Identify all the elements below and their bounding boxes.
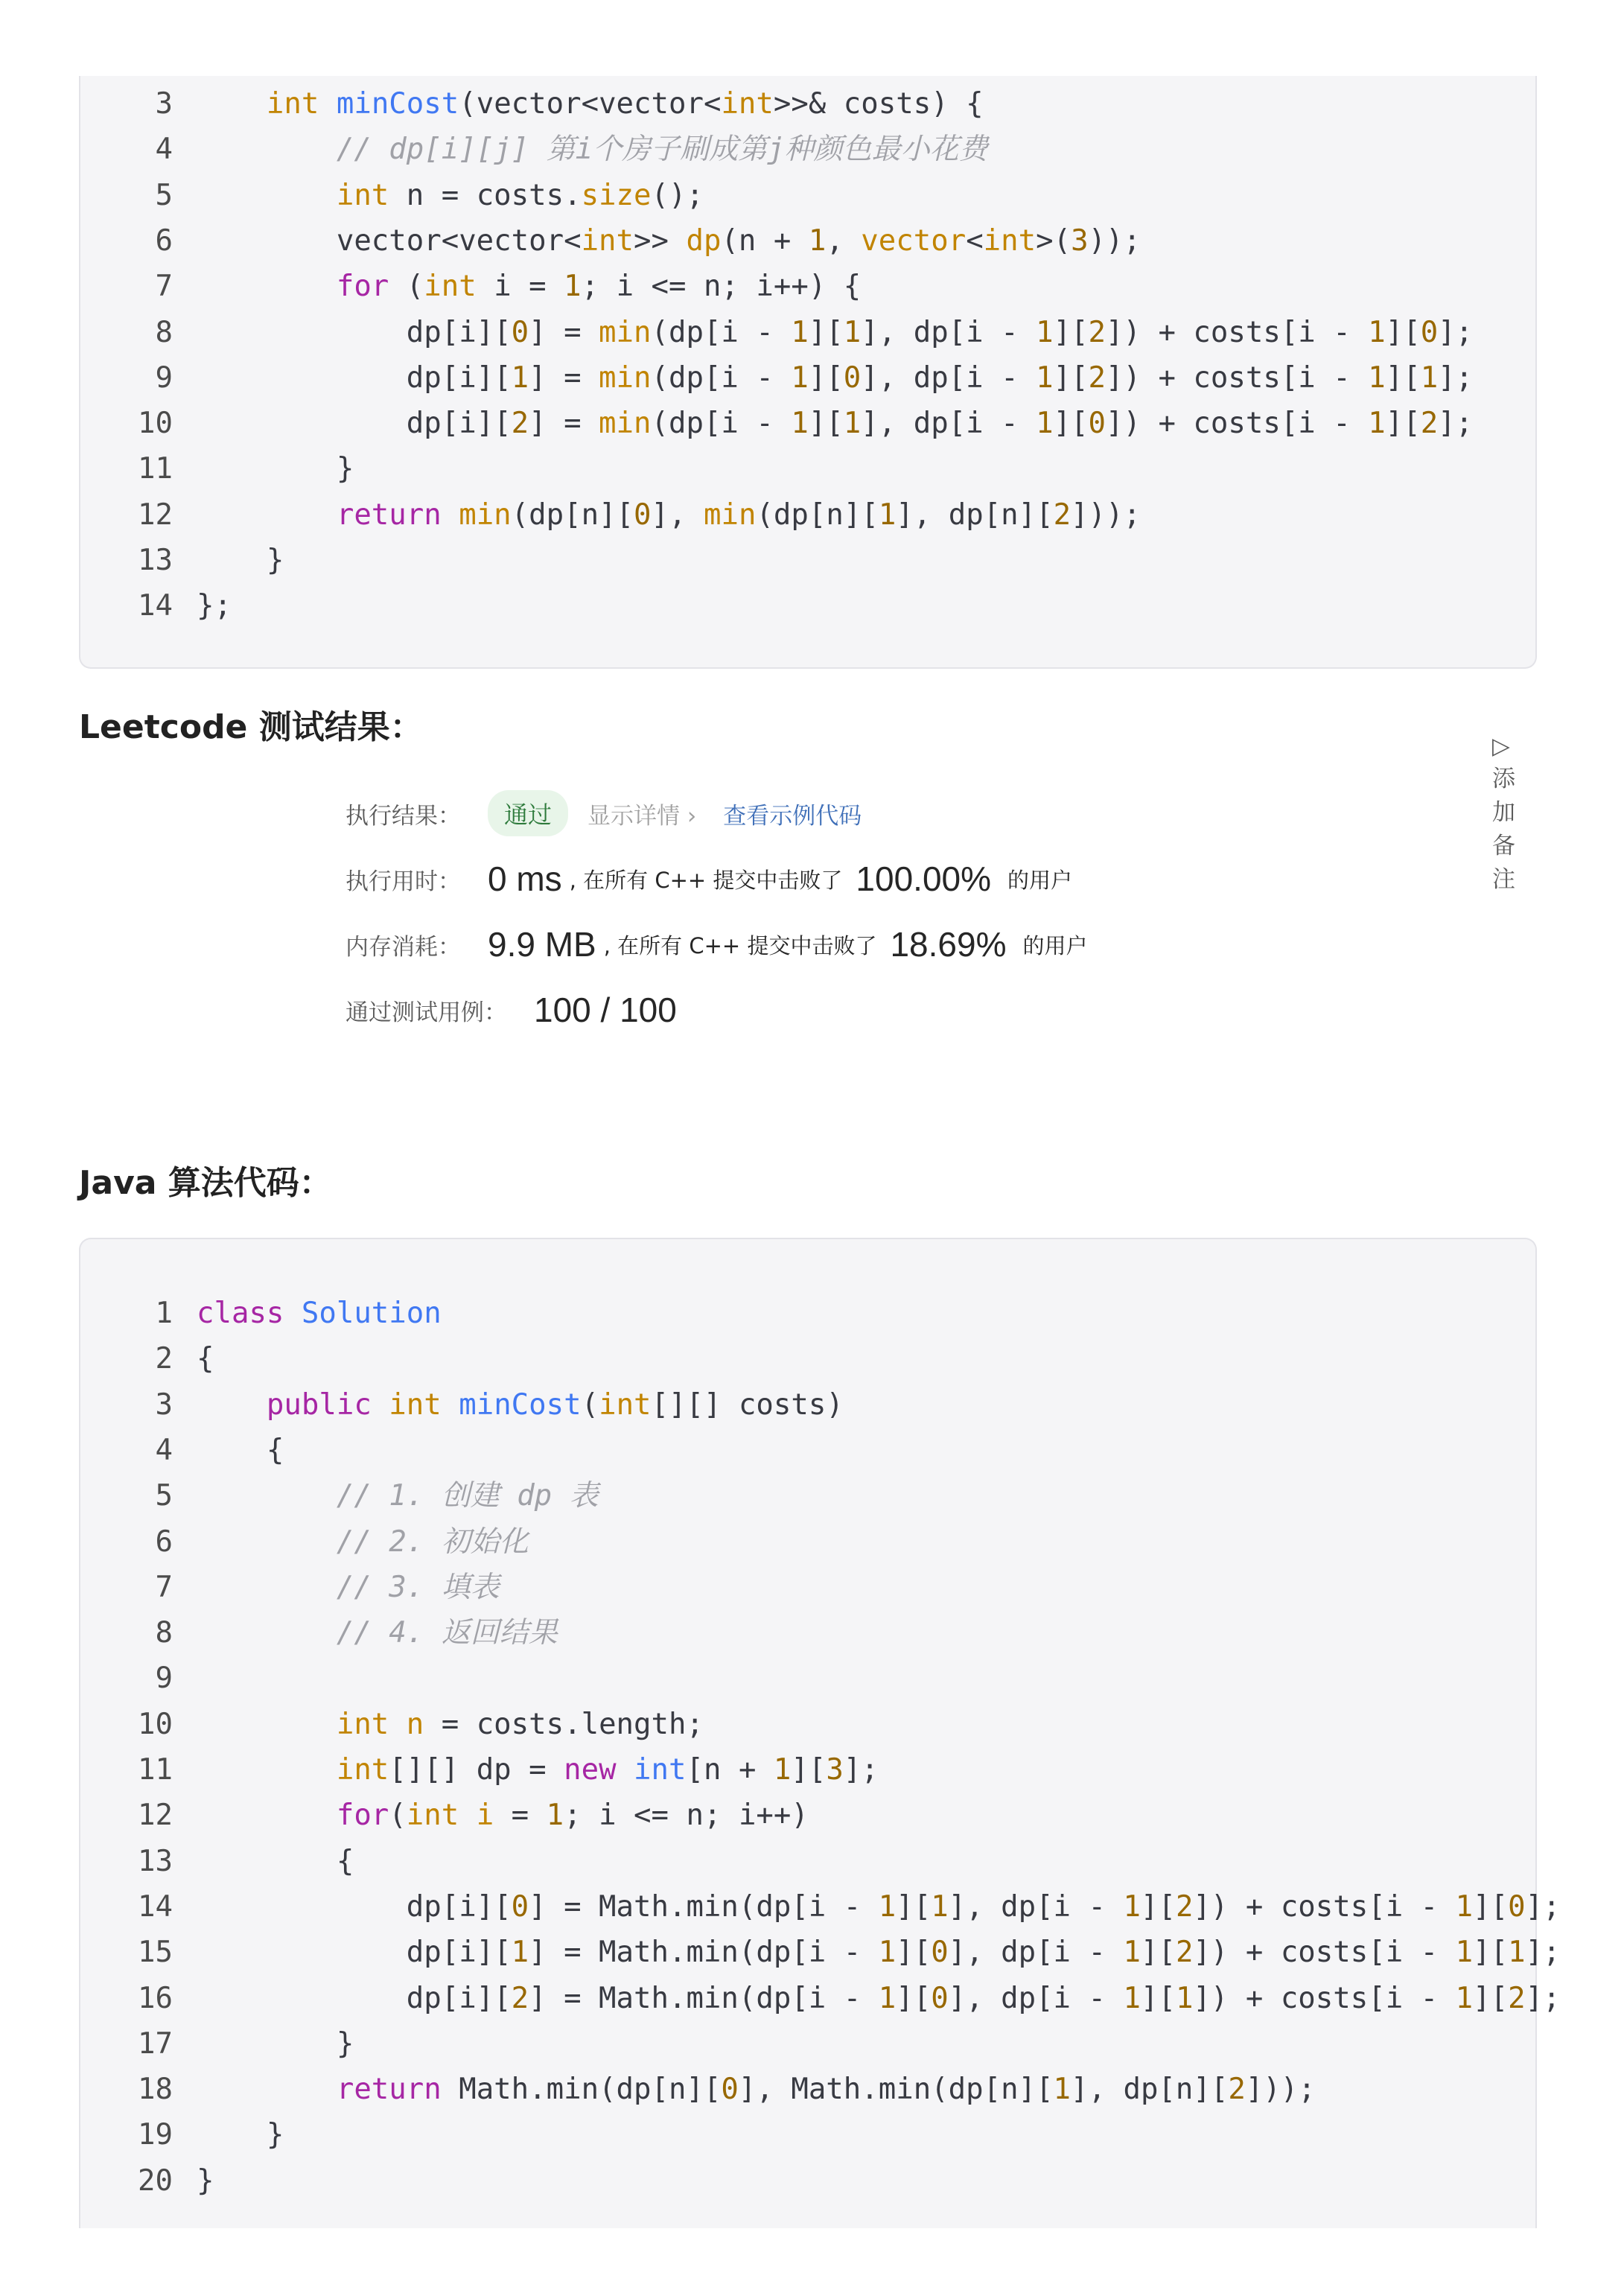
code-line bbox=[80, 1291, 442, 1336]
code-line bbox=[80, 538, 284, 583]
line-number: 10 bbox=[138, 1707, 173, 1741]
code-token bbox=[197, 270, 337, 303]
code-token: int bbox=[336, 178, 389, 212]
code-token: 0 bbox=[843, 360, 862, 395]
code-token: ], Math.min(dp[n][ bbox=[738, 2073, 1054, 2107]
java-code-block bbox=[79, 1238, 1561, 2228]
code-token: >> bbox=[634, 223, 687, 258]
code-token: ]; bbox=[1525, 1981, 1561, 2015]
code-token: ], dp[i - bbox=[948, 1889, 1124, 1924]
runtime-row bbox=[346, 849, 1072, 909]
line-number: 7 bbox=[155, 270, 173, 304]
line-number: 5 bbox=[155, 178, 173, 212]
code-token: ][ bbox=[808, 360, 844, 395]
code-token: Math.min(dp[n][ bbox=[441, 2073, 722, 2107]
runtime-value: 0 ms bbox=[488, 859, 562, 898]
code-token: } bbox=[197, 544, 284, 577]
code-line bbox=[80, 1565, 500, 1610]
code-token: 1 bbox=[1053, 2073, 1071, 2107]
line-number: 7 bbox=[155, 1570, 173, 1604]
code-token: ]) + costs[i - bbox=[1193, 1936, 1456, 1970]
code-token: dp[i][ bbox=[197, 1889, 512, 1924]
code-token bbox=[319, 87, 336, 121]
pass-badge: 通过 bbox=[488, 790, 568, 836]
code-token: 1 bbox=[1036, 407, 1054, 441]
code-token: ]; bbox=[1525, 1889, 1561, 1924]
code-line bbox=[80, 1977, 1561, 2021]
code-token: 3 bbox=[1071, 223, 1089, 258]
code-token bbox=[197, 498, 337, 532]
code-token: { bbox=[197, 1844, 354, 1878]
code-token: >>& costs) { bbox=[773, 87, 984, 121]
code-token: 1 bbox=[1123, 1889, 1141, 1924]
line-number: 12 bbox=[138, 1799, 173, 1833]
runtime-users-text: 的用户 bbox=[1007, 867, 1073, 893]
code-token: ]) + costs[i - bbox=[1106, 407, 1369, 441]
code-token: int bbox=[424, 270, 477, 304]
code-token: 1 bbox=[878, 1981, 897, 2015]
code-token: 2 bbox=[1088, 315, 1106, 349]
code-token: ; i <= n; i++) bbox=[564, 1799, 809, 1833]
code-line bbox=[80, 82, 984, 127]
line-number: 9 bbox=[155, 1661, 173, 1696]
code-token: ][ bbox=[1473, 1889, 1509, 1924]
code-token: int bbox=[721, 87, 774, 121]
code-token: minCost bbox=[336, 87, 459, 121]
code-token bbox=[197, 1388, 267, 1422]
code-token: dp[i][ bbox=[197, 1936, 512, 1970]
code-token: 1 bbox=[843, 407, 862, 441]
code-token: 0 bbox=[931, 1981, 949, 2015]
code-token: int bbox=[634, 1753, 687, 1787]
code-token: dp[i][ bbox=[197, 407, 512, 441]
line-number: 5 bbox=[155, 1479, 173, 1513]
code-token bbox=[197, 87, 267, 121]
runtime-label: 执行用时： bbox=[346, 868, 461, 895]
code-token: 1 bbox=[878, 497, 897, 532]
code-token: ], dp[i - bbox=[861, 407, 1037, 441]
code-token: 1 bbox=[878, 1936, 897, 1970]
line-number: 9 bbox=[155, 360, 173, 395]
code-token: n = costs. bbox=[389, 178, 582, 212]
code-token: ]) + costs[i - bbox=[1106, 315, 1369, 349]
code-token: ]) + costs[i - bbox=[1106, 360, 1369, 395]
code-token: ], dp[n][ bbox=[896, 497, 1054, 532]
line-number: 11 bbox=[138, 452, 173, 486]
code-token: [][] costs) bbox=[651, 1387, 844, 1422]
code-token: 1 bbox=[1036, 315, 1054, 349]
code-token bbox=[197, 1708, 337, 1741]
code-token: vector<vector< bbox=[197, 223, 582, 258]
code-token: min bbox=[703, 497, 757, 532]
code-token: (dp[i - bbox=[651, 407, 792, 441]
code-token: 1 bbox=[843, 315, 862, 349]
code-token: 1 bbox=[1175, 1981, 1194, 2015]
code-token bbox=[442, 498, 459, 532]
code-token: ]; bbox=[1438, 315, 1474, 349]
code-token: ][ bbox=[1385, 407, 1421, 441]
code-token: ][ bbox=[1385, 360, 1421, 395]
show-details-link[interactable]: 显示详情 › bbox=[587, 802, 697, 830]
code-token: ][ bbox=[1140, 1981, 1176, 2015]
code-token: ] = bbox=[529, 315, 599, 349]
code-token: ( bbox=[389, 270, 424, 304]
line-number: 10 bbox=[138, 407, 173, 441]
code-token: ]) + costs[i - bbox=[1193, 1889, 1456, 1924]
test-cases-value: 100 / 100 bbox=[534, 990, 677, 1029]
code-token bbox=[197, 1753, 337, 1787]
code-token: public bbox=[266, 1387, 372, 1422]
code-token: dp[i][ bbox=[197, 1981, 512, 2015]
code-token: int bbox=[389, 1387, 442, 1422]
code-token: ], dp[i - bbox=[861, 315, 1037, 349]
code-token: 1 bbox=[564, 270, 582, 304]
code-token: class bbox=[197, 1297, 284, 1330]
code-token: ][ bbox=[1473, 1981, 1509, 2015]
code-token bbox=[197, 179, 337, 212]
code-token: ][ bbox=[1140, 1889, 1176, 1924]
code-token: 1 bbox=[1368, 360, 1386, 395]
code-token bbox=[197, 1479, 337, 1513]
code-token: 2 bbox=[1175, 1889, 1194, 1924]
code-token: 2 bbox=[1228, 2073, 1246, 2107]
code-token: 0 bbox=[1420, 315, 1439, 349]
code-token: ; i <= n; i++) { bbox=[581, 270, 862, 304]
code-token: int bbox=[406, 1799, 459, 1833]
code-token: (); bbox=[651, 178, 704, 212]
code-token: ], bbox=[651, 497, 704, 532]
line-number: 1 bbox=[155, 1297, 173, 1330]
code-token: 1 bbox=[791, 407, 809, 441]
code-token: 1 bbox=[791, 360, 809, 395]
code-token: )); bbox=[1088, 223, 1141, 258]
code-token: (dp[i - bbox=[651, 315, 792, 349]
code-line bbox=[80, 1839, 354, 1884]
memory-value: 9.9 MB bbox=[488, 925, 596, 964]
code-token: dp[i][ bbox=[197, 360, 512, 395]
line-number: 19 bbox=[138, 2118, 173, 2152]
code-token: = costs.length; bbox=[424, 1707, 704, 1741]
code-token: return bbox=[336, 497, 442, 532]
code-token: (dp[i - bbox=[651, 360, 792, 395]
code-token: 1 bbox=[773, 1753, 792, 1787]
code-line bbox=[80, 127, 988, 172]
result-label: 执行结果： bbox=[346, 802, 461, 830]
code-token: ][ bbox=[808, 407, 844, 441]
code-token: 1 bbox=[1455, 1889, 1474, 1924]
code-token: 0 bbox=[511, 1889, 529, 1924]
code-token: ]; bbox=[1438, 407, 1474, 441]
test-cases-label: 通过测试用例： bbox=[346, 999, 507, 1026]
line-number: 2 bbox=[155, 1342, 173, 1376]
code-token: ][ bbox=[1053, 407, 1089, 441]
code-token: < bbox=[966, 223, 984, 258]
code-token bbox=[284, 1297, 301, 1330]
code-token: 1 bbox=[511, 1936, 529, 1970]
code-token: ] = Math.min(dp[i - bbox=[529, 1981, 879, 2015]
code-token bbox=[197, 1525, 337, 1559]
memory-beat-text: , 在所有 C++ 提交中击败了 bbox=[603, 932, 877, 958]
java-code-heading: Java 算法代码： bbox=[79, 1164, 332, 1202]
code-line bbox=[80, 1337, 214, 1381]
runtime-percent: 100.00% bbox=[856, 859, 992, 898]
code-token: int bbox=[581, 223, 634, 258]
cpp-code-block bbox=[79, 76, 1537, 669]
leetcode-results-heading: Leetcode 测试结果： bbox=[79, 708, 423, 746]
line-number: 12 bbox=[138, 497, 173, 532]
code-line bbox=[80, 1474, 599, 1519]
code-line bbox=[80, 2113, 284, 2157]
code-token: 2 bbox=[1053, 497, 1071, 532]
line-number: 17 bbox=[138, 2026, 173, 2061]
code-line bbox=[80, 1930, 1561, 1975]
code-token: } bbox=[197, 2163, 214, 2198]
code-line bbox=[80, 2159, 214, 2204]
code-token: // 4. 返回结果 bbox=[336, 1616, 558, 1650]
code-token: 1 bbox=[511, 360, 529, 395]
code-token: return bbox=[336, 2073, 442, 2107]
code-token: 1 bbox=[1036, 360, 1054, 395]
code-token: ]; bbox=[1438, 360, 1474, 395]
code-token: ][ bbox=[896, 1981, 932, 2015]
line-number: 20 bbox=[138, 2163, 173, 2198]
code-token: ]) + costs[i - bbox=[1193, 1981, 1456, 2015]
code-token bbox=[197, 1571, 337, 1604]
code-token bbox=[389, 1708, 406, 1741]
test-cases-row bbox=[346, 980, 677, 1040]
code-token: { bbox=[197, 1342, 214, 1376]
code-token: int bbox=[336, 1753, 389, 1787]
code-line bbox=[80, 584, 232, 629]
code-token: min bbox=[599, 407, 652, 441]
code-token: (dp[n][ bbox=[511, 497, 634, 532]
code-token bbox=[197, 1799, 337, 1832]
code-token: i = bbox=[476, 270, 564, 304]
code-token: ][ bbox=[808, 315, 844, 349]
code-token bbox=[459, 1799, 476, 1832]
code-token: } bbox=[197, 2118, 284, 2152]
code-token: ][ bbox=[1140, 1936, 1176, 1970]
line-number: 15 bbox=[138, 1936, 173, 1970]
code-token: n bbox=[406, 1707, 424, 1741]
code-token: 1 bbox=[1368, 315, 1386, 349]
code-token: int bbox=[983, 223, 1037, 258]
code-token: 1 bbox=[1508, 1936, 1526, 1970]
code-token bbox=[372, 1388, 389, 1422]
line-number: 14 bbox=[138, 1889, 173, 1924]
code-token: 1 bbox=[1455, 1936, 1474, 1970]
code-token: vector bbox=[861, 223, 967, 258]
code-line bbox=[80, 1885, 1561, 1930]
code-token: ] = Math.min(dp[i - bbox=[529, 1936, 879, 1970]
code-token: ], dp[i - bbox=[948, 1936, 1124, 1970]
code-line bbox=[80, 1656, 197, 1701]
code-token: 0 bbox=[931, 1936, 949, 1970]
code-token bbox=[442, 1388, 459, 1422]
code-token: (vector<vector< bbox=[459, 87, 722, 121]
code-token: 1 bbox=[1123, 1936, 1141, 1970]
code-line bbox=[80, 356, 1473, 401]
code-line bbox=[80, 1702, 704, 1747]
code-token: ]; bbox=[1525, 1936, 1561, 1970]
code-token: ] = Math.min(dp[i - bbox=[529, 1889, 879, 1924]
line-number: 4 bbox=[155, 133, 173, 167]
code-line bbox=[80, 493, 1141, 538]
code-token: 0 bbox=[721, 2073, 739, 2107]
code-token: (n + bbox=[721, 223, 809, 258]
code-token: } bbox=[197, 2026, 354, 2061]
code-token: ][ bbox=[1473, 1936, 1509, 1970]
code-token: 1 bbox=[791, 315, 809, 349]
code-token: 2 bbox=[1508, 1981, 1526, 2015]
code-token: ][ bbox=[896, 1889, 932, 1924]
code-token: ])); bbox=[1245, 2073, 1316, 2107]
line-number: 6 bbox=[155, 223, 173, 258]
line-number: 16 bbox=[138, 1981, 173, 2015]
line-number: 11 bbox=[138, 1753, 173, 1787]
code-token: (dp[n][ bbox=[756, 497, 879, 532]
memory-percent: 18.69% bbox=[890, 925, 1007, 964]
code-token bbox=[617, 1753, 634, 1787]
code-token: 3 bbox=[826, 1753, 844, 1787]
code-token: 1 bbox=[931, 1889, 949, 1924]
code-token: ], dp[i - bbox=[948, 1981, 1124, 2015]
line-number: 8 bbox=[155, 315, 173, 349]
code-line bbox=[80, 2022, 354, 2067]
code-token: 2 bbox=[1088, 360, 1106, 395]
code-token bbox=[197, 133, 337, 166]
code-token: ][ bbox=[896, 1936, 932, 1970]
code-token: for bbox=[336, 270, 389, 304]
code-line bbox=[80, 1793, 809, 1838]
code-token bbox=[197, 2073, 337, 2106]
code-token: ( bbox=[581, 1387, 599, 1422]
line-number: 3 bbox=[155, 87, 173, 121]
line-number: 6 bbox=[155, 1524, 173, 1559]
code-token: dp bbox=[686, 223, 722, 258]
code-token: 0 bbox=[634, 497, 652, 532]
line-number: 8 bbox=[155, 1616, 173, 1650]
memory-users-text: 的用户 bbox=[1022, 932, 1088, 958]
code-token: min bbox=[599, 360, 652, 395]
code-token: ][ bbox=[1385, 315, 1421, 349]
code-token: // 1. 创建 dp 表 bbox=[336, 1479, 599, 1513]
line-number: 4 bbox=[155, 1433, 173, 1467]
code-token: for bbox=[336, 1799, 389, 1833]
code-token: minCost bbox=[459, 1387, 582, 1422]
code-token: ]; bbox=[843, 1753, 879, 1787]
code-token: 2 bbox=[511, 407, 529, 441]
code-line bbox=[80, 1383, 844, 1428]
code-line bbox=[80, 1520, 529, 1565]
memory-label: 内存消耗： bbox=[346, 933, 461, 961]
code-token: min bbox=[459, 497, 512, 532]
code-token: i bbox=[476, 1799, 494, 1833]
code-token: 1 bbox=[808, 223, 827, 258]
code-token: >( bbox=[1036, 223, 1071, 258]
code-token: 2 bbox=[1420, 407, 1439, 441]
code-token: 0 bbox=[1508, 1889, 1526, 1924]
code-token: 1 bbox=[1368, 407, 1386, 441]
line-number: 18 bbox=[138, 2073, 173, 2107]
line-number: 13 bbox=[138, 1844, 173, 1878]
code-line bbox=[80, 401, 1473, 446]
code-line bbox=[80, 447, 354, 492]
code-line bbox=[80, 1748, 879, 1793]
code-token: ])); bbox=[1071, 497, 1141, 532]
code-line bbox=[80, 1611, 558, 1656]
code-token: ] = bbox=[529, 407, 599, 441]
code-token: // 2. 初始化 bbox=[336, 1524, 529, 1559]
code-line bbox=[80, 219, 1141, 264]
code-token: ] = bbox=[529, 360, 599, 395]
code-token: ][ bbox=[1053, 360, 1089, 395]
code-token: 0 bbox=[1088, 407, 1106, 441]
code-token: { bbox=[197, 1433, 284, 1467]
code-token: new bbox=[564, 1753, 617, 1787]
code-token: 0 bbox=[511, 315, 529, 349]
code-token bbox=[197, 1616, 337, 1650]
code-token: ( bbox=[389, 1799, 407, 1833]
code-token: ][ bbox=[1053, 315, 1089, 349]
code-token: 1 bbox=[1420, 360, 1439, 395]
code-token: // dp[i][j] 第i个房子刷成第j种颜色最小花费 bbox=[336, 133, 988, 167]
code-token: ], dp[n][ bbox=[1071, 2073, 1229, 2107]
code-line bbox=[80, 2067, 1316, 2112]
add-note-button[interactable]: ▷ 添加备注 bbox=[1492, 733, 1515, 893]
code-token: Solution bbox=[301, 1297, 442, 1330]
code-token: 1 bbox=[1123, 1981, 1141, 2015]
code-token: size bbox=[581, 178, 652, 212]
code-token: 1 bbox=[546, 1799, 564, 1833]
code-token: ], dp[i - bbox=[861, 360, 1037, 395]
code-token: min bbox=[599, 315, 652, 349]
code-line bbox=[80, 1428, 284, 1473]
code-token: } bbox=[197, 452, 354, 486]
code-token: dp[i][ bbox=[197, 315, 512, 349]
code-token: int bbox=[266, 87, 319, 121]
code-token: // 3. 填表 bbox=[336, 1570, 500, 1604]
code-token: }; bbox=[197, 589, 232, 623]
code-line bbox=[80, 264, 861, 309]
code-line bbox=[80, 311, 1473, 355]
code-token: [][] dp = bbox=[389, 1753, 564, 1787]
code-token: 2 bbox=[511, 1981, 529, 2015]
view-example-link[interactable]: 查看示例代码 bbox=[723, 802, 862, 830]
memory-row bbox=[346, 915, 1088, 974]
code-token: [n + bbox=[686, 1753, 774, 1787]
code-token: = bbox=[494, 1799, 547, 1833]
code-token: , bbox=[826, 223, 862, 258]
line-number: 14 bbox=[138, 589, 173, 623]
code-line bbox=[80, 174, 704, 218]
code-token: int bbox=[599, 1387, 652, 1422]
line-number: 13 bbox=[138, 544, 173, 577]
line-number: 3 bbox=[155, 1387, 173, 1422]
code-token: ][ bbox=[791, 1753, 827, 1787]
runtime-beat-text: , 在所有 C++ 提交中击败了 bbox=[569, 867, 843, 893]
code-token: 1 bbox=[1455, 1981, 1474, 2015]
code-token: 1 bbox=[878, 1889, 897, 1924]
code-token: int bbox=[336, 1707, 389, 1741]
code-token: 2 bbox=[1175, 1936, 1194, 1970]
